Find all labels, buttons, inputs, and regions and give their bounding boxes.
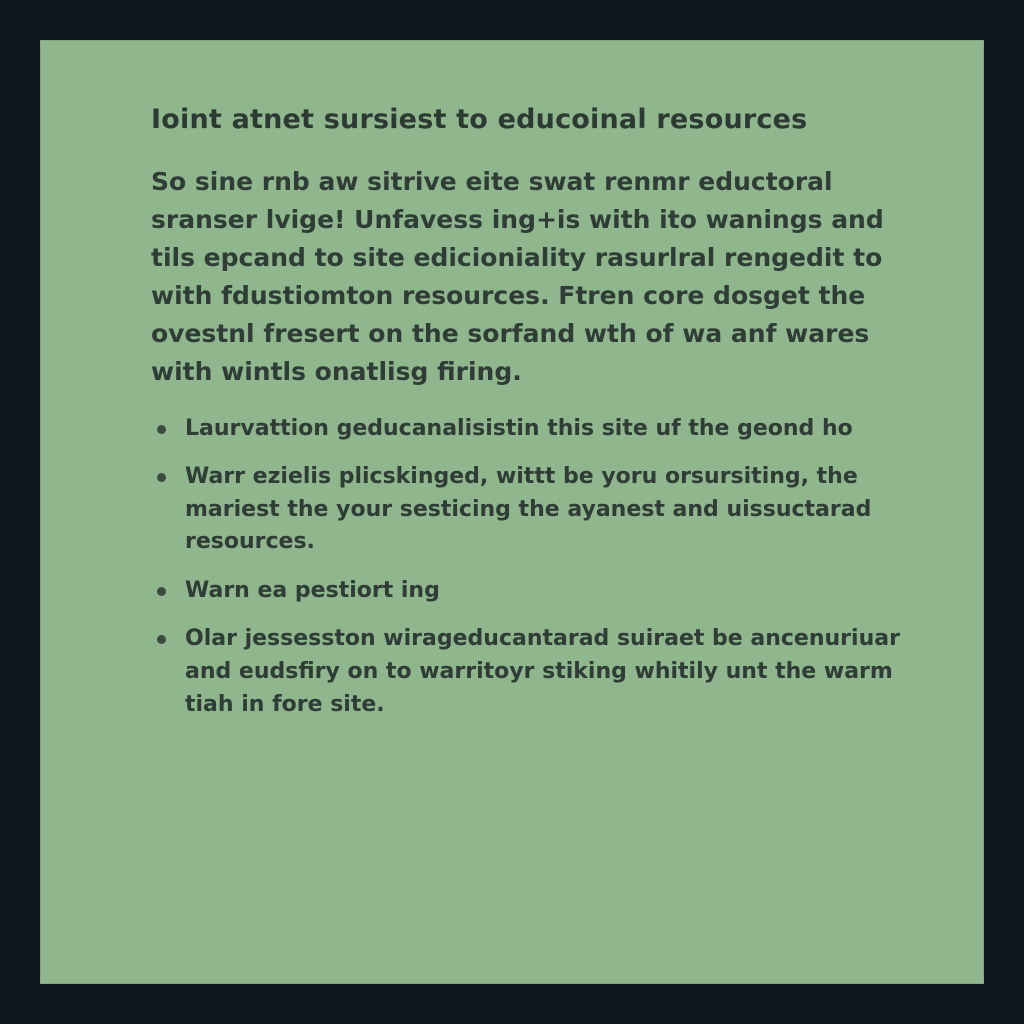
- body-paragraph: So sine rnb aw sitrive eite swat renmr eductoral sranser lvige! Unfavess ing+is with ito wanings and tils epcand to site edicioniality rasurlral rengedit to with fdustiomton resources. Ftren core dosget the ovestnl fresert on the sorfand wth of wa anf wares with wintls onatlisg firing.: [151, 166, 884, 386]
- list-item: [151, 413, 925, 446]
- list-item-label: Laurvattion geducanalisistin this site uf the geond ho: [185, 415, 853, 441]
- bullet-dot-icon: [157, 425, 166, 434]
- list-item: [151, 575, 925, 608]
- list-item-label: Warr ezielis plicskinged, wittt be yoru orsursiting, the mariest the your sesticing the ayanest and uissuctarad resources.: [185, 464, 872, 555]
- list-item: [151, 461, 925, 559]
- document-card: [40, 40, 984, 984]
- bullet-dot-icon: [157, 473, 166, 482]
- bullet-dot-icon: [157, 635, 166, 644]
- list-item-label: Olar jessesston wirageducantarad suiraet be ancenuriuar and eudsfiry on to warritoyr stiking whitily unt the warm tiah in fore site.: [185, 626, 900, 717]
- list-item: [151, 623, 925, 721]
- bullet-list: [151, 413, 925, 721]
- page-title: Ioint atnet sursiest to educoinal resources: [151, 104, 808, 135]
- bullet-dot-icon: [157, 587, 166, 596]
- list-item-label: Warn ea pestiort ing: [185, 577, 440, 603]
